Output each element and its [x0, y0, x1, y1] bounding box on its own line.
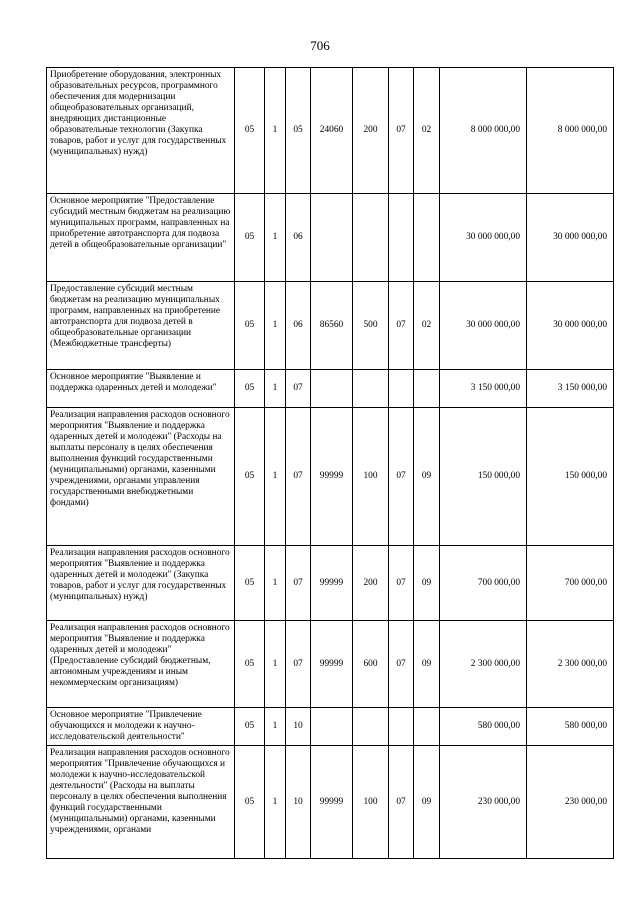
section-code: 07	[389, 68, 414, 194]
amount-year-2: 30 000 000,00	[527, 282, 614, 370]
table-row	[47, 370, 614, 408]
direction-code: 86560	[311, 282, 353, 370]
section-code	[389, 708, 414, 746]
amount-year-2: 230 000,00	[527, 746, 614, 859]
amount-year-1: 230 000,00	[440, 746, 527, 859]
measure-code: 07	[286, 621, 311, 708]
expense-name: Предоставление субсидий местным бюджетам на реализацию муниципальных программ, направленных на приобретение автотранспорта для подвоза детей в общеобразовательные организации (Межбюджетные трансферты)	[47, 282, 235, 370]
expense-type-code	[353, 708, 389, 746]
subprogram-code: 1	[265, 370, 286, 408]
amount-year-2: 8 000 000,00	[527, 68, 614, 194]
subprogram-code: 1	[265, 282, 286, 370]
amount-year-1: 8 000 000,00	[440, 68, 527, 194]
section-code	[389, 370, 414, 408]
program-code: 05	[235, 621, 265, 708]
measure-code: 06	[286, 194, 311, 282]
expense-name: Реализация направления расходов основного мероприятия "Выявление и поддержка одаренных детей и молодежи" (Расходы на выплаты персоналу в целях обеспечения выполнения функций государственными (муниципальными) органами, казенными учреждениями, органами управления государственными внебюджетными фондами)	[47, 408, 235, 546]
amount-year-2: 3 150 000,00	[527, 370, 614, 408]
measure-code: 05	[286, 68, 311, 194]
expense-name: Реализация направления расходов основного мероприятия "Привлечение обучающихся и молодежи к научно-исследовательской деятельности" (Расходы на выплаты персоналу в целях обеспечения выполнения функций государственными (муниципальными) органами, казенными учреждениями, органами	[47, 746, 235, 859]
expense-name: Реализация направления расходов основного мероприятия "Выявление и поддержка одаренных детей и молодежи" (Закупка товаров, работ и услуг для государственных (муниципальных) нужд)	[47, 546, 235, 621]
expense-type-code: 600	[353, 621, 389, 708]
expense-name: Приобретение оборудования, электронных образовательных ресурсов, программного обеспечения для модернизации общеобразовательных организаций, внедряющих дистанционные образовательные технологии (Закупка товаров, работ и услуг для государственных (муниципальных) нужд)	[47, 68, 235, 194]
amount-year-1: 3 150 000,00	[440, 370, 527, 408]
expense-type-code: 100	[353, 746, 389, 859]
subsection-code: 02	[414, 68, 440, 194]
amount-year-2: 700 000,00	[527, 546, 614, 621]
measure-code: 10	[286, 746, 311, 859]
table-row	[47, 546, 614, 621]
subsection-code: 09	[414, 621, 440, 708]
budget-table-body	[47, 68, 614, 859]
program-code: 05	[235, 708, 265, 746]
subprogram-code: 1	[265, 708, 286, 746]
expense-type-code: 500	[353, 282, 389, 370]
table-row	[47, 282, 614, 370]
expense-type-code	[353, 370, 389, 408]
expense-name: Основное мероприятие "Привлечение обучающихся и молодежи к научно-исследовательской деятельности"	[47, 708, 235, 746]
subsection-code	[414, 194, 440, 282]
page-number: 706	[310, 38, 330, 53]
amount-year-2: 150 000,00	[527, 408, 614, 546]
section-code: 07	[389, 621, 414, 708]
amount-year-1: 700 000,00	[440, 546, 527, 621]
table-row	[47, 68, 614, 194]
table-row	[47, 746, 614, 859]
subsection-code: 09	[414, 546, 440, 621]
program-code: 05	[235, 746, 265, 859]
program-code: 05	[235, 68, 265, 194]
amount-year-2: 30 000 000,00	[527, 194, 614, 282]
direction-code: 99999	[311, 408, 353, 546]
amount-year-2: 580 000,00	[527, 708, 614, 746]
amount-year-1: 30 000 000,00	[440, 194, 527, 282]
subsection-code	[414, 708, 440, 746]
subprogram-code: 1	[265, 68, 286, 194]
measure-code: 07	[286, 370, 311, 408]
subsection-code: 09	[414, 408, 440, 546]
table-row	[47, 621, 614, 708]
direction-code: 99999	[311, 621, 353, 708]
subprogram-code: 1	[265, 546, 286, 621]
expense-type-code: 200	[353, 68, 389, 194]
measure-code: 06	[286, 282, 311, 370]
program-code: 05	[235, 194, 265, 282]
program-code: 05	[235, 282, 265, 370]
subprogram-code: 1	[265, 194, 286, 282]
section-code	[389, 194, 414, 282]
amount-year-1: 150 000,00	[440, 408, 527, 546]
amount-year-1: 30 000 000,00	[440, 282, 527, 370]
subsection-code	[414, 370, 440, 408]
measure-code: 10	[286, 708, 311, 746]
program-code: 05	[235, 546, 265, 621]
expense-name: Реализация направления расходов основного мероприятия "Выявление и поддержка одаренных детей и молодежи" (Предоставление субсидий бюджетным, автономным учреждениям и иным некоммерческим организациям)	[47, 621, 235, 708]
section-code: 07	[389, 746, 414, 859]
subprogram-code: 1	[265, 621, 286, 708]
amount-year-2: 2 300 000,00	[527, 621, 614, 708]
amount-year-1: 580 000,00	[440, 708, 527, 746]
direction-code: 24060	[311, 68, 353, 194]
section-code: 07	[389, 408, 414, 546]
program-code: 05	[235, 408, 265, 546]
subsection-code: 09	[414, 746, 440, 859]
expense-type-code: 200	[353, 546, 389, 621]
table-row	[47, 408, 614, 546]
table-row	[47, 194, 614, 282]
section-code: 07	[389, 546, 414, 621]
program-code: 05	[235, 370, 265, 408]
section-code: 07	[389, 282, 414, 370]
subprogram-code: 1	[265, 408, 286, 546]
direction-code	[311, 708, 353, 746]
measure-code: 07	[286, 408, 311, 546]
table-row	[47, 708, 614, 746]
expense-name: Основное мероприятие "Выявление и поддержка одаренных детей и молодежи"	[47, 370, 235, 408]
expense-type-code	[353, 194, 389, 282]
direction-code: 99999	[311, 546, 353, 621]
direction-code	[311, 194, 353, 282]
subsection-code: 02	[414, 282, 440, 370]
direction-code: 99999	[311, 746, 353, 859]
amount-year-1: 2 300 000,00	[440, 621, 527, 708]
budget-table	[46, 67, 614, 859]
expense-name: Основное мероприятие "Предоставление субсидий местным бюджетам на реализацию муниципальных программ, направленных на приобретение автотранспорта для подвоза детей в общеобразовательные организации"	[47, 194, 235, 282]
direction-code	[311, 370, 353, 408]
measure-code: 07	[286, 546, 311, 621]
subprogram-code: 1	[265, 746, 286, 859]
expense-type-code: 100	[353, 408, 389, 546]
